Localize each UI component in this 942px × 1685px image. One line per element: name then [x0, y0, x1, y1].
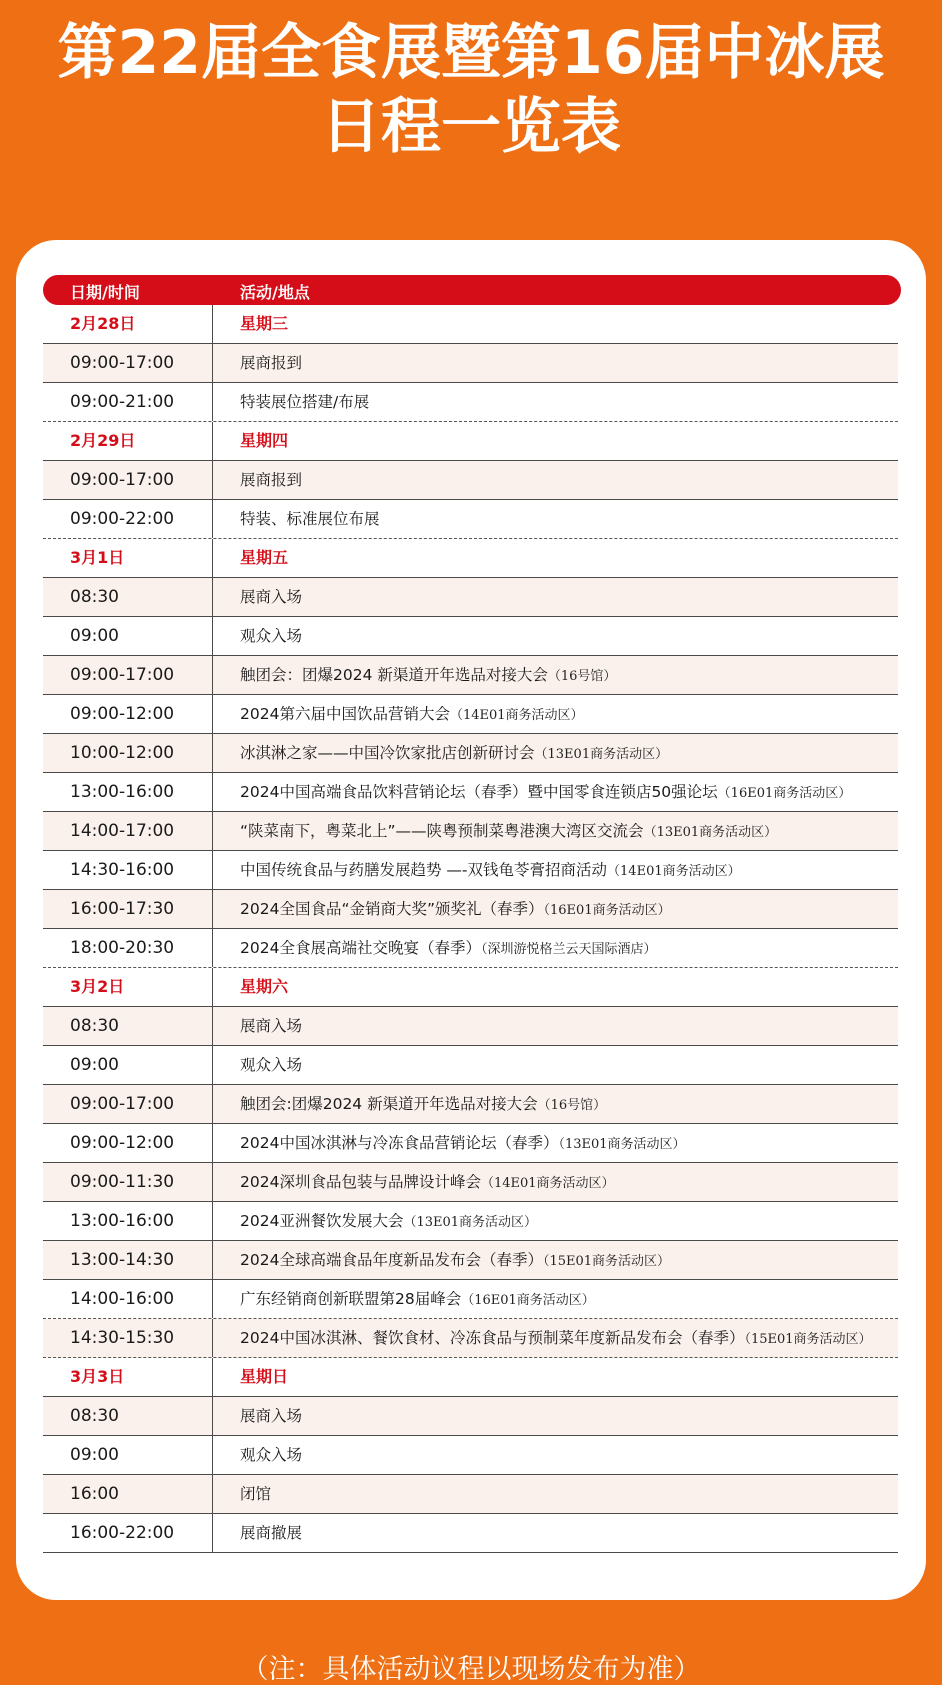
weekday-cell	[240, 968, 898, 1006]
activity-label: 展商撤展	[240, 1524, 303, 1542]
activity-cell	[240, 1514, 898, 1552]
table-row	[43, 812, 898, 851]
activity-label: 触团会:团爆2024 新渠道开年选品对接大会	[240, 1095, 538, 1113]
venue-label: （13E01商务活动区）	[403, 1215, 538, 1230]
venue-label: （15E01商务活动区）	[744, 1332, 872, 1347]
activity-label: 2024中国高端食品饮料营销论坛（春季）暨中国零食连锁店50强论坛	[240, 783, 718, 801]
activity-cell	[240, 1046, 898, 1084]
day-header-row	[43, 1358, 898, 1397]
time-cell: 13:00-14:30	[43, 1241, 213, 1279]
table-row	[43, 851, 898, 890]
date-cell: 3月2日	[43, 968, 213, 1006]
activity-label: 展商入场	[240, 588, 303, 606]
venue-label: （16E01商务活动区）	[461, 1293, 595, 1308]
page-title: 第22届全食展暨第16届中冰展	[57, 18, 885, 88]
date-cell: 2月29日	[43, 422, 213, 460]
time-cell: 09:00	[43, 617, 213, 655]
table-row	[43, 1046, 898, 1085]
day-header-row	[43, 305, 898, 344]
activity-cell	[240, 695, 898, 733]
activity-cell	[240, 1202, 898, 1240]
weekday-label: 星期四	[240, 431, 289, 450]
table-row	[43, 578, 898, 617]
activity-cell	[240, 344, 898, 382]
table-row	[43, 1319, 898, 1358]
date-cell: 3月3日	[43, 1358, 213, 1396]
time-cell: 16:00-17:30	[43, 890, 213, 928]
activity-cell	[240, 656, 898, 694]
activity-cell	[240, 1163, 898, 1201]
activity-cell	[240, 890, 898, 928]
venue-label: （14E01商务活动区）	[607, 864, 741, 879]
table-row	[43, 1241, 898, 1280]
table-row	[43, 617, 898, 656]
date-cell: 2月28日	[43, 305, 213, 343]
table-row	[43, 1397, 898, 1436]
table-row	[43, 1202, 898, 1241]
time-cell: 16:00-22:00	[43, 1514, 213, 1552]
activity-cell	[240, 578, 898, 616]
table-row	[43, 1280, 898, 1319]
table-row	[43, 344, 898, 383]
time-cell: 14:00-16:00	[43, 1280, 213, 1318]
activity-cell	[240, 1007, 898, 1045]
table-row	[43, 656, 898, 695]
table-row	[43, 734, 898, 773]
table-row	[43, 1007, 898, 1046]
weekday-label: 星期三	[240, 314, 289, 333]
time-cell: 13:00-16:00	[43, 1202, 213, 1240]
venue-label: （14E01商务活动区）	[449, 708, 584, 723]
schedule-table	[43, 305, 898, 1553]
venue-label: （15E01商务活动区）	[542, 1254, 671, 1269]
activity-label: 特装展位搭建/布展	[240, 393, 370, 411]
time-cell: 09:00-17:00	[43, 1085, 213, 1123]
activity-cell	[240, 1085, 898, 1123]
activity-label: 观众入场	[240, 1446, 303, 1464]
table-row	[43, 1475, 898, 1514]
table-row	[43, 695, 898, 734]
activity-label: 2024中国冰淇淋、餐饮食材、冷冻食品与预制菜年度新品发布会（春季）	[240, 1329, 745, 1347]
table-row	[43, 773, 898, 812]
venue-label: （13E01商务活动区）	[643, 825, 778, 840]
time-cell: 09:00	[43, 1436, 213, 1474]
activity-cell	[240, 1475, 898, 1513]
time-cell: 13:00-16:00	[43, 773, 213, 811]
time-cell: 14:30-15:30	[43, 1319, 213, 1357]
activity-cell	[240, 1319, 898, 1357]
activity-label: 2024中国冰淇淋与冷冻食品营销论坛（春季）	[240, 1134, 559, 1152]
time-cell: 08:30	[43, 578, 213, 616]
venue-label: （16号馆）	[537, 1098, 607, 1113]
activity-label: 2024全食展高端社交晚宴（春季）	[240, 939, 481, 957]
activity-label: 2024亚洲餐饮发展大会	[240, 1212, 404, 1230]
activity-cell	[240, 1124, 898, 1162]
day-header-row	[43, 422, 898, 461]
header-activity-location: 活动/地点	[240, 283, 310, 302]
time-cell: 09:00	[43, 1046, 213, 1084]
activity-cell	[240, 1280, 898, 1318]
activity-label: 2024深圳食品包装与品牌设计峰会	[240, 1173, 481, 1191]
header-date-time: 日期/时间	[70, 283, 140, 302]
weekday-cell	[240, 305, 898, 343]
time-cell: 09:00-17:00	[43, 344, 213, 382]
activity-cell	[240, 851, 898, 889]
venue-label: （13E01商务活动区）	[558, 1137, 686, 1152]
activity-label: 冰淇淋之家——中国冷饮家批店创新研讨会	[240, 744, 535, 762]
time-cell: 09:00-12:00	[43, 1124, 213, 1162]
activity-label: 展商入场	[240, 1017, 303, 1035]
footnote: （注：具体活动议程以现场发布为准）	[241, 1654, 701, 1685]
time-cell: 14:30-16:00	[43, 851, 213, 889]
table-row	[43, 500, 898, 539]
activity-label: 展商报到	[240, 471, 303, 489]
weekday-label: 星期六	[240, 977, 289, 996]
time-cell: 09:00-17:00	[43, 656, 213, 694]
venue-label: （14E01商务活动区）	[480, 1176, 615, 1191]
activity-cell	[240, 461, 898, 499]
table-header	[43, 275, 901, 305]
activity-label: 广东经销商创新联盟第28届峰会	[240, 1290, 462, 1308]
time-cell: 09:00-22:00	[43, 500, 213, 538]
table-row	[43, 929, 898, 968]
venue-label: （16E01商务活动区）	[543, 903, 671, 918]
activity-label: 2024第六届中国饮品营销大会	[240, 705, 450, 723]
time-cell: 18:00-20:30	[43, 929, 213, 967]
activity-cell	[240, 929, 898, 967]
weekday-cell	[240, 539, 898, 577]
table-row	[43, 1163, 898, 1202]
activity-label: “陕菜南下，粤菜北上”——陕粤预制菜粤港澳大湾区交流会	[240, 822, 644, 840]
time-cell: 09:00-11:30	[43, 1163, 213, 1201]
day-header-row	[43, 968, 898, 1007]
weekday-cell	[240, 422, 898, 460]
activity-cell	[240, 500, 898, 538]
activity-label: 特装、标准展位布展	[240, 510, 380, 528]
venue-label: （13E01商务活动区）	[534, 747, 669, 762]
activity-cell	[240, 383, 898, 421]
time-cell: 16:00	[43, 1475, 213, 1513]
activity-cell	[240, 773, 898, 811]
activity-cell	[240, 1241, 898, 1279]
activity-cell	[240, 734, 898, 772]
day-header-row	[43, 539, 898, 578]
time-cell: 09:00-12:00	[43, 695, 213, 733]
table-row	[43, 461, 898, 500]
page-subtitle: 日程一览表	[321, 92, 621, 162]
activity-label: 观众入场	[240, 1056, 303, 1074]
time-cell: 14:00-17:00	[43, 812, 213, 850]
table-row	[43, 1436, 898, 1475]
activity-cell	[240, 617, 898, 655]
weekday-label: 星期五	[240, 548, 289, 567]
venue-label: （16号馆）	[547, 669, 617, 684]
table-row	[43, 1514, 898, 1553]
activity-label: 2024全国食品“金销商大奖”颁奖礼（春季）	[240, 900, 544, 918]
activity-label: 触团会：团爆2024 新渠道开年选品对接大会	[240, 666, 548, 684]
weekday-cell	[240, 1358, 898, 1396]
venue-label: （深圳游悦格兰云天国际酒店）	[480, 942, 657, 957]
table-row	[43, 1124, 898, 1163]
activity-label: 展商报到	[240, 354, 303, 372]
time-cell: 10:00-12:00	[43, 734, 213, 772]
time-cell: 08:30	[43, 1397, 213, 1435]
time-cell: 09:00-17:00	[43, 461, 213, 499]
venue-label: （16E01商务活动区）	[717, 786, 852, 801]
time-cell: 09:00-21:00	[43, 383, 213, 421]
activity-label: 观众入场	[240, 627, 303, 645]
activity-cell	[240, 812, 898, 850]
table-row	[43, 383, 898, 422]
activity-label: 中国传统食品与药膳发展趋势 —-双钱龟苓膏招商活动	[240, 861, 608, 879]
date-cell: 3月1日	[43, 539, 213, 577]
table-row	[43, 890, 898, 929]
weekday-label: 星期日	[240, 1367, 289, 1386]
time-cell: 08:30	[43, 1007, 213, 1045]
activity-cell	[240, 1397, 898, 1435]
activity-cell	[240, 1436, 898, 1474]
activity-label: 闭馆	[240, 1485, 272, 1503]
activity-label: 2024全球高端食品年度新品发布会（春季）	[240, 1251, 543, 1269]
table-row	[43, 1085, 898, 1124]
activity-label: 展商入场	[240, 1407, 303, 1425]
